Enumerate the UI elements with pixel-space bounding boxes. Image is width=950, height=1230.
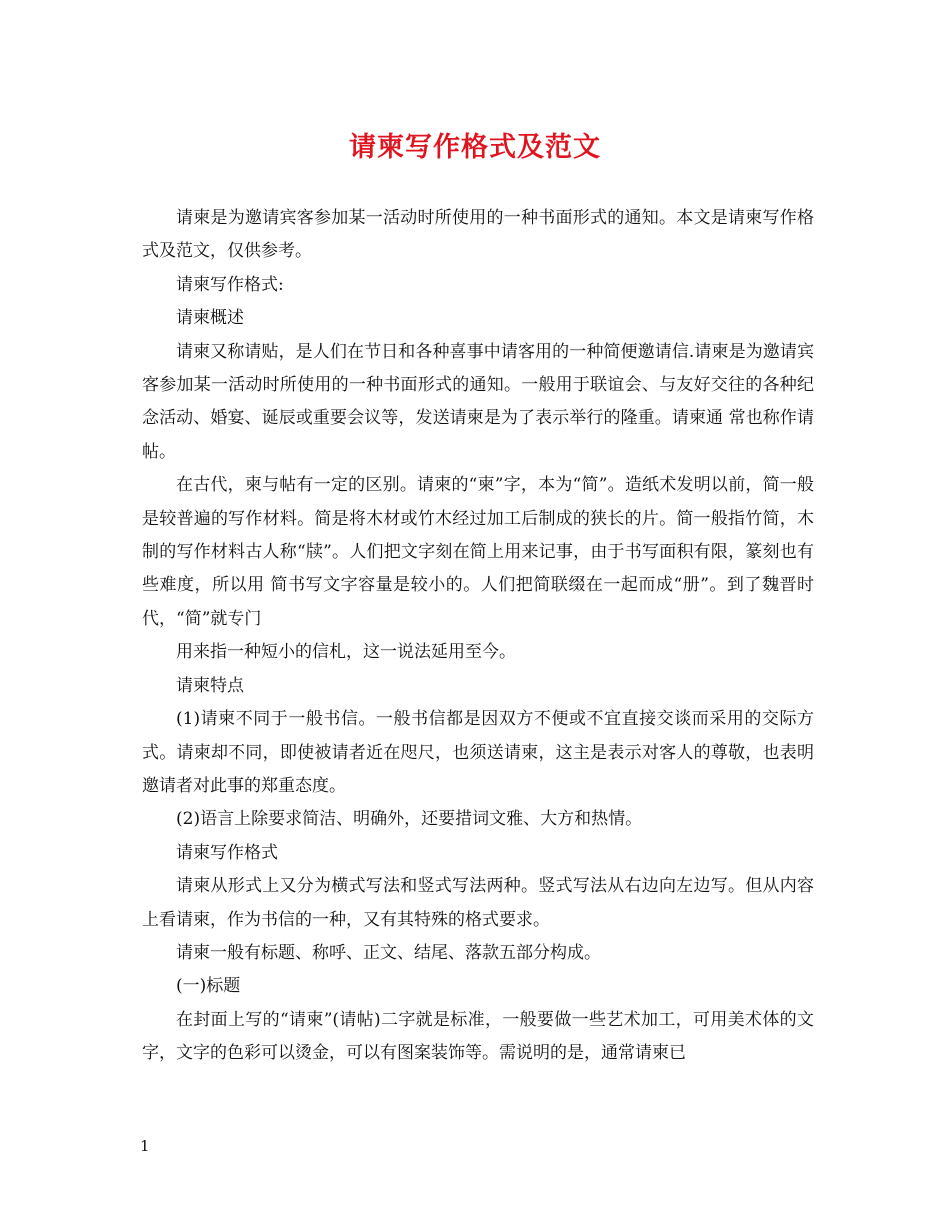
paragraph-format-heading: 请柬写作格式: [176, 274, 284, 295]
paragraph-feature-2: (2)语言上除要求简洁、明确外，还要措词文雅、大方和热情。 [176, 809, 643, 830]
paragraph-structure: 请柬一般有标题、称呼、正文、结尾、落款五部分构成。 [176, 942, 601, 963]
paragraph-title-section-heading: (一)标题 [176, 976, 241, 997]
document-title: 请柬写作格式及范文 [349, 132, 601, 163]
paragraph-overview-heading: 请柬概述 [176, 308, 244, 329]
paragraph-history-continued: 用来指一种短小的信札，这一说法延用至今。 [176, 642, 516, 663]
paragraph-writing-format-heading: 请柬写作格式 [176, 842, 278, 863]
paragraph-intro: 请柬是为邀请宾客参加某一活动时所使用的一种书面形式的通知。本文是请柬写作格式及范文，仅供参考。 [142, 208, 814, 262]
document-body [142, 202, 814, 1071]
paragraph-writing-styles: 请柬从形式上又分为横式写法和竖式写法两种。竖式写法从右边向左边写。但从内容上看请柬，作为书信的一种，又有其特殊的格式要求。 [142, 876, 814, 930]
paragraph-title-section: 在封面上写的“请柬”(请帖)二字就是标准，一般要做一些艺术加工，可用美术体的文字，文字的色彩可以烫金，可以有图案装饰等。需说明的是，通常请柬已 [142, 1009, 814, 1064]
paragraph-feature-1: (1)请柬不同于一般书信。一般书信都是因双方不便或不宜直接交谈而采用的交际方式。请柬却不同，即使被请者近在咫尺，也须送请柬，这主是表示对客人的尊敬，也表明邀请者对此事的郑重态度。 [142, 709, 814, 796]
paragraph-overview: 请柬又称请贴，是人们在节日和各种喜事中请客用的一种简便邀请信.请柬是为邀请宾客参加某一活动时所使用的一种书面形式的通知。一般用于联谊会、与友好交往的各种纪念活动、婚宴、诞辰或重要会议等，发送请柬是为了表示举行的隆重。请柬通 常也称作请帖。 [142, 341, 814, 462]
paragraph-history: 在古代，柬与帖有一定的区别。请柬的“柬”字，本为“简”。造纸术发明以前，简一般是较普遍的写作材料。简是将木材或竹木经过加工后制成的狭长的片。简一般指竹简，木制的写作材料古人称“牍”。人们把文字刻在简上用来记事，由于书写面积有限，篆刻也有些难度，所以用 简书写文字容量是较小的。人们把简联缀在一起而成“册”。到了魏晋时代，“简”就专门 [142, 475, 814, 629]
paragraph-features-heading: 请柬特点 [176, 675, 244, 696]
page-number: 1 [140, 1137, 150, 1155]
